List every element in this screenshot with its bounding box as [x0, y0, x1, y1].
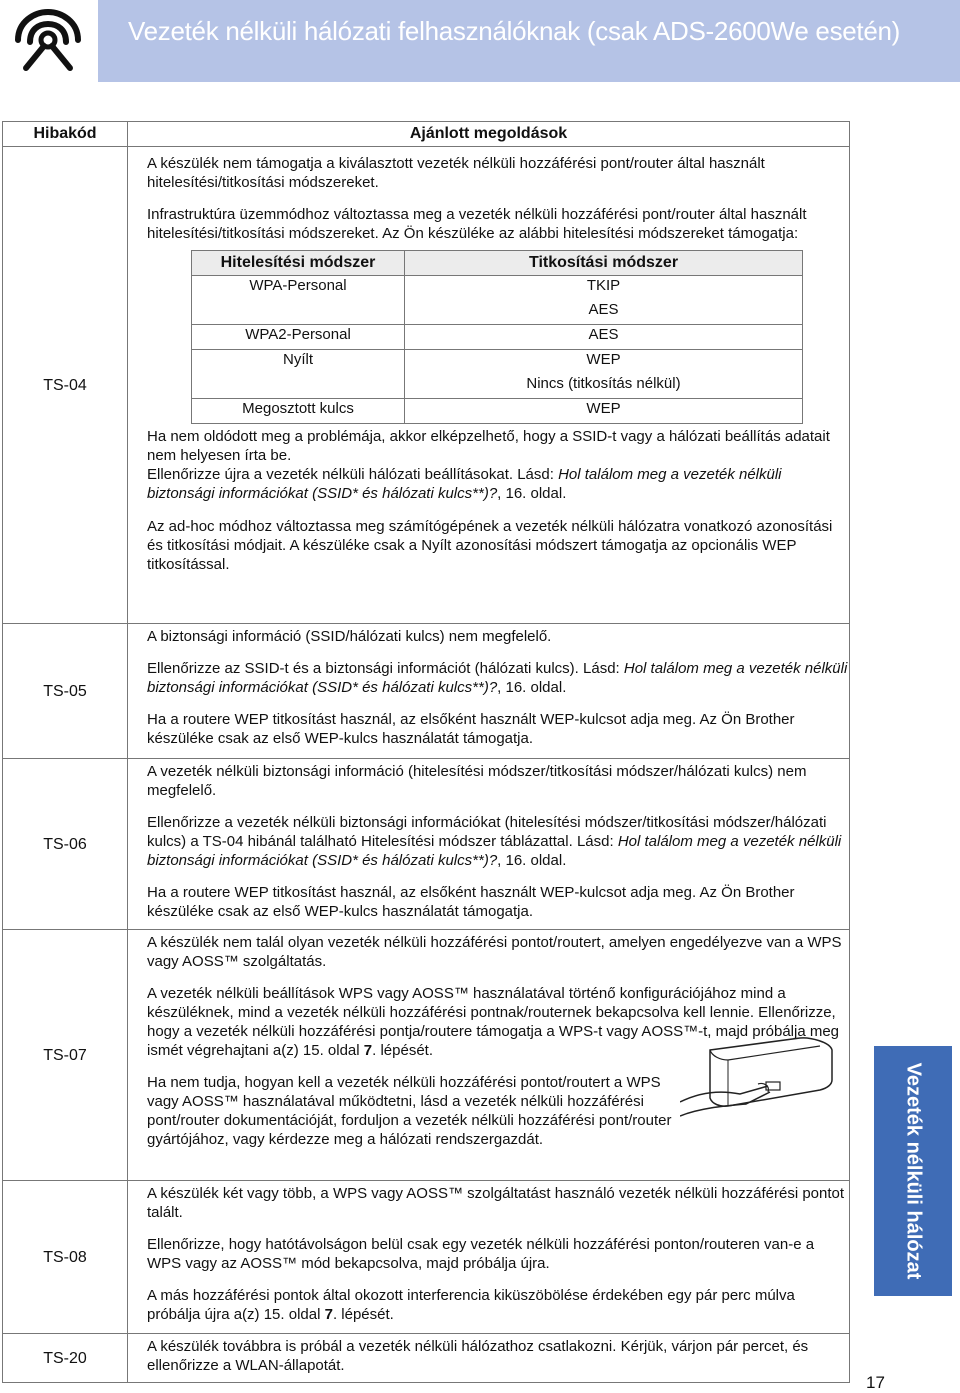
- text-span: Ellenőrizze a vezeték nélküli biztonsági információkat (hitelesítési módszer/titkosítási módszer/hálózati kulcs) a TS-04 hibánál található Hitelesítési módszer táblázattal. Lásd:: [147, 814, 827, 850]
- reference-link-text: Hol találom meg a vezeték nélküli biztonsági információkat (SSID* és hálózati kulcs**)?: [147, 833, 842, 869]
- solution-cell: [128, 759, 850, 930]
- solution-text: A vezeték nélküli biztonsági információ (hitelesítési módszer/titkosítási módszer/hálózati kulcs) nem megfelelő.: [147, 763, 807, 799]
- error-code: TS-08: [3, 1181, 128, 1334]
- solution-text: A készülék nem talál olyan vezeték nélküli hozzáférési pontot/routert, amelyen engedélyezve van a WPS vagy AOSS™ szolgáltatás.: [147, 934, 842, 970]
- auth-method: Nyílt: [192, 350, 405, 399]
- solution-text: A készülék nem támogatja a kiválasztott vezeték nélküli hozzáférési pont/router által használt hitelesítési/titkosítási módszereket.: [147, 155, 765, 191]
- section-side-tab: [874, 1046, 952, 1296]
- enc-method: WEP: [405, 399, 803, 424]
- enc-method: AES: [405, 300, 803, 325]
- error-code: TS-04: [3, 147, 128, 624]
- solution-text: Ha nem oldódott meg a problémája, akkor elképzelhető, hogy a SSID-t vagy a hálózati beállítás adatait nem helyesen írta be.: [147, 428, 830, 464]
- text-span: , 16. oldal.: [497, 485, 567, 502]
- text-span: A vezeték nélküli beállítások WPS vagy AOSS™ használatával történő konfigurációjához mind a készüléknek, mind a vezeték nélküli hozzáférési pontnak/routernek bekapcsolva kell lennie. Ellenőrizze, hogy a vezeték nélküli hozzáférési pontja/routere támogatja a WPS-t vagy AOSS™-t, majd próbálja meg ismét végrehajtani a(z) 15. oldal: [147, 985, 840, 1059]
- solution-text: A biztonsági információ (SSID/hálózati kulcs) nem megfelelő.: [147, 628, 552, 645]
- enc-method: TKIP: [405, 276, 803, 301]
- side-tab-label: Vezeték nélküli hálózat: [902, 1062, 925, 1280]
- table-row: [3, 147, 850, 624]
- reference-link-text: Hol találom meg a vezeték nélküli biztonsági információkat (SSID* és hálózati kulcs**)?: [147, 466, 782, 502]
- solution-text: [147, 813, 849, 870]
- solution-cell: [128, 147, 850, 624]
- step-number: 7: [324, 1306, 333, 1323]
- text-span: . lépését.: [372, 1042, 433, 1059]
- solution-text: [147, 659, 849, 697]
- solution-text: Ha nem tudja, hogyan kell a vezeték nélküli hozzáférési pontot/routert a WPS vagy AOSS™ használatával működtetni, lásd a vezeték nélküli hozzáférési pont/router dokumentációját, forduljon a vezeték nélküli hozzáférési pont/router gyártójához, vagy kérdezze meg a hálózati rendszergazdát.: [147, 1074, 672, 1148]
- solution-text: Ha a routere WEP titkosítást használ, az elsőként használt WEP-kulcsot adja meg. Az Ön Brother készüléke csak az első WEP-kulcs használatát támogatja.: [147, 884, 795, 920]
- solution-text: A készülék továbbra is próbál a vezeték nélküli hálózathoz csatlakozni. Kérjük, várjon pár percet, és ellenőrizze a WLAN-állapotát.: [147, 1338, 809, 1374]
- header-bar: [98, 0, 960, 82]
- table-row: [3, 624, 850, 759]
- auth-method: WPA2-Personal: [192, 325, 405, 350]
- enc-method: Nincs (titkosítás nélkül): [405, 374, 803, 399]
- router-illustration: [680, 1020, 840, 1120]
- solution-text: A készülék két vagy több, a WPS vagy AOSS™ szolgáltatást használó vezeték nélküli hozzáférési pontot talált.: [147, 1185, 845, 1221]
- error-code: TS-07: [3, 930, 128, 1181]
- auth-header: Hitelesítési módszer: [192, 251, 405, 276]
- solution-text: Az ad-hoc módhoz változtassa meg számítógépének a vezeték nélküli hálózatra vonatkozó azonosítási és titkosítási módjait. A készüléke csak a Nyílt azonosítási módszert támogatja az opcionális WEP titkosítással.: [147, 518, 833, 573]
- text-span: Ellenőrizze az SSID-t és a biztonsági információt (hálózati kulcs). Lásd:: [147, 660, 624, 677]
- auth-method: WPA-Personal: [192, 276, 405, 325]
- error-code: TS-05: [3, 624, 128, 759]
- solution-text: Infrastruktúra üzemmódhoz változtassa meg a vezeték nélküli hozzáférési pont/router által használt hitelesítési/titkosítási módszereket. Az Ön készüléke az alábbi hitelesítési módszereket támogatja:: [147, 206, 807, 242]
- step-number: 7: [363, 1042, 373, 1059]
- solution-text: [147, 465, 849, 503]
- auth-method: Megosztott kulcs: [192, 399, 405, 424]
- table-row: [3, 1181, 850, 1334]
- column-header-code: Hibakód: [3, 122, 128, 147]
- text-span: , 16. oldal.: [497, 852, 567, 869]
- solution-text: [147, 1286, 849, 1324]
- text-span: A más hozzáférési pontok által okozott interferencia kiküszöbölése érdekében egy pár perc múlva próbálja újra a(z) 15. oldal: [147, 1287, 795, 1323]
- table-header-row: [3, 122, 850, 147]
- enc-method: WEP: [405, 350, 803, 375]
- solution-text: Ha a routere WEP titkosítást használ, az elsőként használt WEP-kulcsot adja meg. Az Ön Brother készüléke csak az első WEP-kulcs használatát támogatja.: [147, 711, 795, 747]
- wireless-icon: [4, 4, 92, 74]
- reference-link-text: Hol találom meg a vezeték nélküli biztonsági információkat (SSID* és hálózati kulcs**)?: [147, 660, 848, 696]
- auth-method-table: [191, 250, 803, 424]
- text-span: Ellenőrizze újra a vezeték nélküli hálózati beállításokat. Lásd:: [147, 466, 559, 483]
- table-row: [3, 1334, 850, 1383]
- page-number: 17: [866, 1373, 885, 1392]
- solution-cell: [128, 1181, 850, 1334]
- page-title: Vezeték nélküli hálózati felhasználóknak (csak ADS-2600We esetén): [128, 16, 901, 46]
- text-span: , 16. oldal.: [497, 679, 567, 696]
- solution-cell: [128, 624, 850, 759]
- error-code: TS-20: [3, 1334, 128, 1383]
- solution-cell: [128, 1334, 850, 1383]
- error-code: TS-06: [3, 759, 128, 930]
- column-header-solution: Ajánlott megoldások: [128, 122, 850, 147]
- enc-header: Titkosítási módszer: [405, 251, 803, 276]
- solution-text: Ellenőrizze, hogy hatótávolságon belül csak egy vezeték nélküli hozzáférési ponton/routeren van-e a WPS vagy az AOSS™ mód bekapcsolva, majd próbálja újra.: [147, 1236, 815, 1272]
- text-span: . lépését.: [332, 1306, 394, 1323]
- enc-method: AES: [405, 325, 803, 350]
- troubleshooting-table: [2, 121, 850, 1383]
- table-row: [3, 759, 850, 930]
